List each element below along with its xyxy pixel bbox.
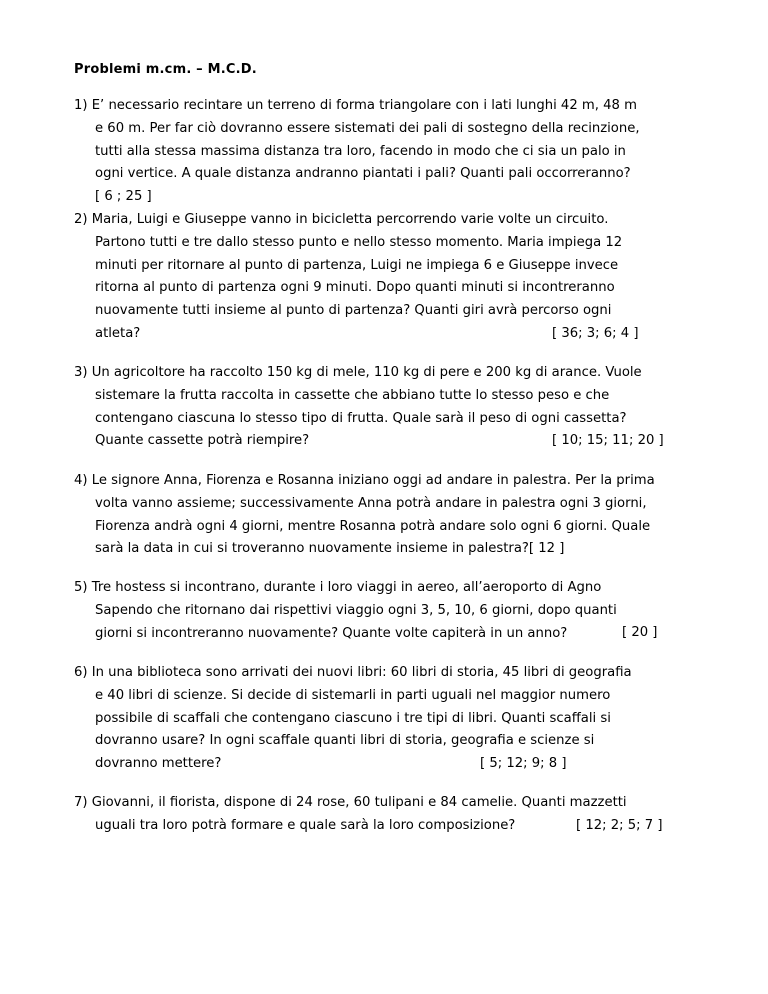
problem-line: 5) Tre hostess si incontrano, durante i loro viaggi in aereo, all’aeroporto di Agno [74, 580, 602, 595]
problem-line: nuovamente tutti insieme al punto di partenza? Quanti giri avrà percorso ogni [95, 303, 612, 319]
problem-line: 3) Un agricoltore ha raccolto 150 kg di mele, 110 kg di pere e 200 kg di arance. Vuole [74, 365, 642, 380]
problem-line: 2) Maria, Luigi e Giuseppe vanno in bicicletta percorrendo varie volte un circuito. [74, 212, 609, 227]
problem-line: uguali tra loro potrà formare e quale sarà la loro composizione? [95, 817, 516, 833]
problem-line: Fiorenza andrà ogni 4 giorni, mentre Rosanna potrà andare solo ogni 6 giorni. Quale [95, 518, 651, 534]
problem-line: dovranno usare? In ogni scaffale quanti libri di storia, geografia e scienze si [95, 733, 595, 749]
problem-line: Partono tutti e tre dallo stesso punto e nello stesso momento. Maria impiega 12 [95, 234, 623, 250]
problem-line: sarà la data in cui si troveranno nuovamente insieme in palestra?[ 12 ] [95, 541, 565, 557]
problem-line: e 60 m. Per far ciò dovranno essere sistemati dei pali di sostegno della recinzione, [95, 120, 640, 136]
problem-line: minuti per ritornare al punto di partenza, Luigi ne impiega 6 e Giuseppe invece [95, 257, 619, 273]
problem-line: 4) Le signore Anna, Fiorenza e Rosanna iniziano oggi ad andare in palestra. Per la prima [74, 473, 655, 488]
problem-2 [74, 209, 714, 346]
document-title: Problemi m.cm. – M.C.D. [74, 62, 257, 77]
problem-line: 7) Giovanni, il fiorista, dispone di 24 rose, 60 tulipani e 84 camelie. Quanti mazzetti [74, 795, 627, 810]
problem-3 [74, 362, 714, 453]
problem-answer: [ 20 ] [622, 625, 658, 640]
problem-line: contengano ciascuna lo stesso tipo di frutta. Quale sarà il peso di ogni cassetta? [95, 410, 627, 426]
problem-line: ogni vertice. A quale distanza andranno piantati i pali? Quanti pali occorreranno? [95, 166, 631, 182]
problem-line: Quante cassette potrà riempire? [95, 433, 310, 449]
problem-6 [74, 662, 714, 776]
problem-7 [74, 792, 714, 838]
problem-line: 6) In una biblioteca sono arrivati dei nuovi libri: 60 libri di storia, 45 libri di geografia [74, 665, 632, 680]
problem-4 [74, 470, 714, 561]
problem-line: Sapendo che ritornano dai rispettivi viaggio ogni 3, 5, 10, 6 giorni, dopo quanti [95, 602, 617, 618]
problem-answer: [ 36; 3; 6; 4 ] [552, 326, 639, 341]
problem-line: tutti alla stessa massima distanza tra loro, facendo in modo che ci sia un palo in [95, 143, 626, 159]
problem-line: dovranno mettere? [95, 756, 222, 772]
problem-answer: [ 10; 15; 11; 20 ] [552, 433, 664, 448]
problem-line: giorni si incontreranno nuovamente? Quante volte capiterà in un anno? [95, 625, 568, 641]
problem-line: possibile di scaffali che contengano ciascuno i tre tipi di libri. Quanti scaffali si [95, 710, 611, 726]
problem-line: ritorna al punto di partenza ogni 9 minuti. Dopo quanti minuti si incontreranno [95, 280, 615, 296]
problem-line: atleta? [95, 325, 141, 341]
problem-answer: [ 12; 2; 5; 7 ] [576, 818, 663, 833]
problem-answer: [ 6 ; 25 ] [95, 189, 152, 205]
problem-5 [74, 577, 714, 645]
problem-line: volta vanno assieme; successivamente Anna potrà andare in palestra ogni 3 giorni, [95, 495, 647, 511]
problem-1 [74, 95, 714, 209]
problem-line: sistemare la frutta raccolta in cassette che abbiano tutte lo stesso peso e che [95, 387, 610, 403]
problem-answer: [ 5; 12; 9; 8 ] [480, 756, 567, 771]
problem-line: 1) E’ necessario recintare un terreno di forma triangolare con i lati lunghi 42 m, 48 m [74, 98, 637, 113]
problem-line: e 40 libri di scienze. Si decide di sistemarli in parti uguali nel maggior numero [95, 687, 611, 703]
